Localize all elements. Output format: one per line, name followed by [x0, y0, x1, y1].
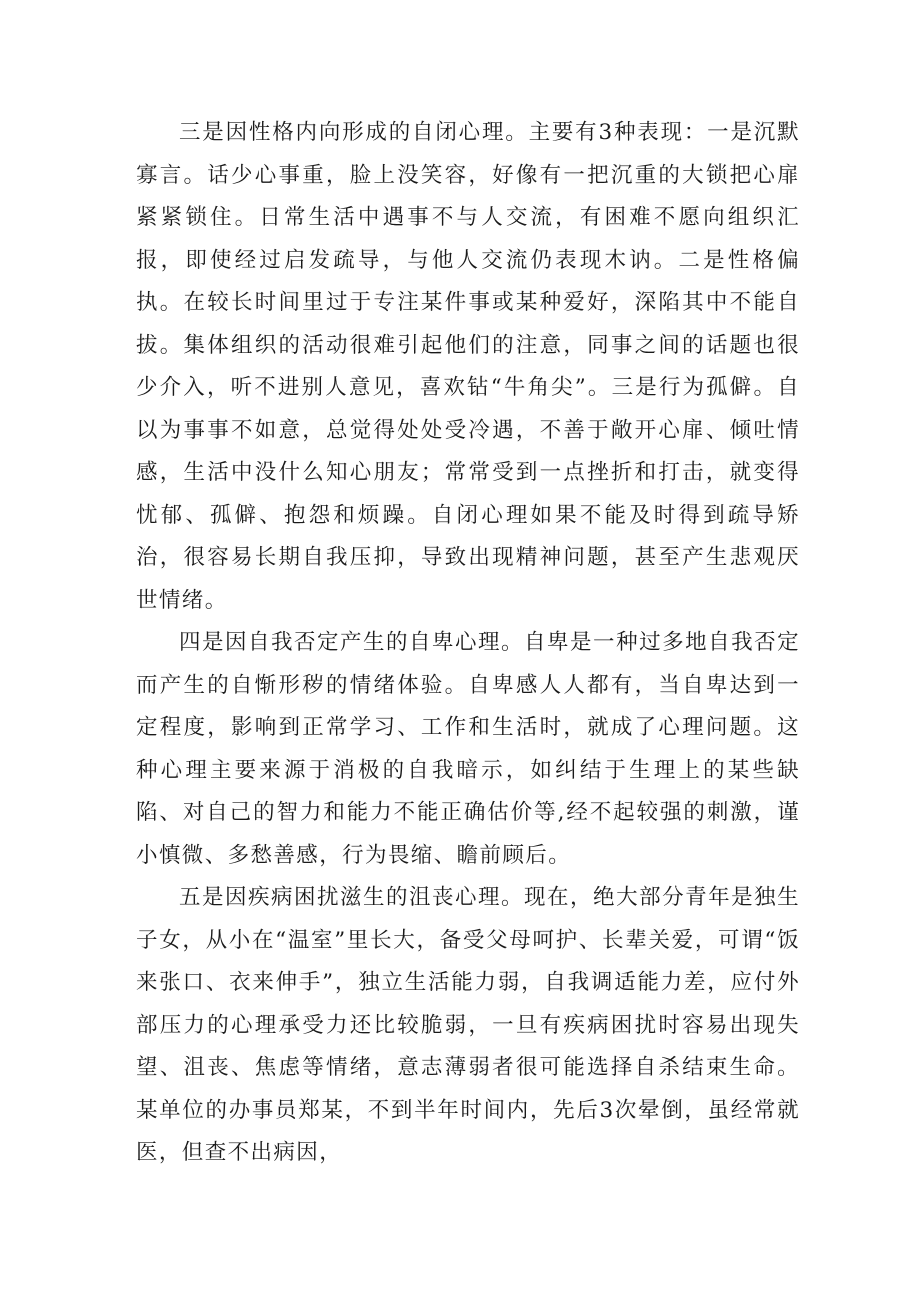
paragraph-inferiority-psychology: 四是因自我否定产生的自卑心理。自卑是一种过多地自我否定而产生的自惭形秽的情绪体验。自卑感人人都有，当自卑达到一定程度，影响到正常学习、工作和生活时，就成了心理问题。这种心理主要来源于消极的自我暗示，如纠结于生理上的某些缺陷、对自己的智力和能力不能正确估价等,经不起较强的刺激，谨小慎微、多愁善感，行为畏缩、瞻前顾后。 — [136, 630, 800, 868]
document-body — [136, 112, 800, 1175]
paragraph-depression-psychology: 五是因疾病困扰滋生的沮丧心理。现在，绝大部分青年是独生子女，从小在“温室”里长大，备受父母呵护、长辈关爱，可谓“饭来张口、衣来伸手”，独立生活能力弱，自我调适能力差，应付外部压力的心理承受力还比较脆弱，一旦有疾病困扰时容易出现失望、沮丧、焦虑等情绪，意志薄弱者很可能选择自杀结束生命。某单位的办事员郑某，不到半年时间内，先后3次晕倒，虽经常就医，但查不出病因， — [136, 885, 800, 1165]
paragraph-autism-psychology: 三是因性格内向形成的自闭心理。主要有3种表现：一是沉默寡言。话少心事重，脸上没笑容，好像有一把沉重的大锁把心扉紧紧锁住。日常生活中遇事不与人交流，有困难不愿向组织汇报，即使经过启发疏导，与他人交流仍表现木讷。二是性格偏执。在较长时间里过于专注某件事或某种爱好，深陷其中不能自拔。集体组织的活动很难引起他们的注意，同事之间的话题也很少介入，听不进别人意见，喜欢钻“牛角尖”。三是行为孤僻。自以为事事不如意，总觉得处处受冷遇，不善于敞开心扉、倾吐情感，生活中没什么知心朋友；常常受到一点挫折和打击，就变得忧郁、孤僻、抱怨和烦躁。自闭心理如果不能及时得到疏导矫治，很容易长期自我压抑，导致出现精神问题，甚至产生悲观厌世情绪。 — [136, 120, 800, 613]
